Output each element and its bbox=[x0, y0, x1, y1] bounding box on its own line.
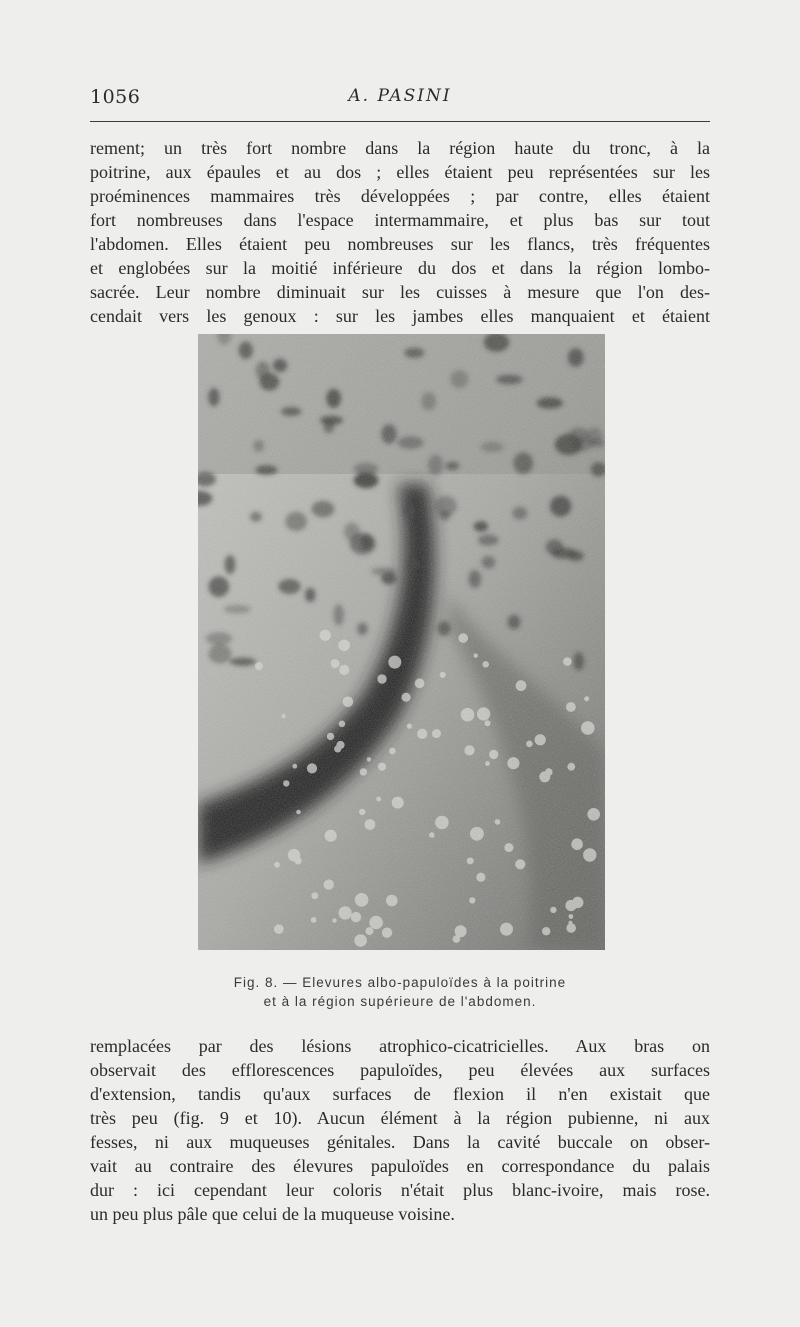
text-line: un peu plus pâle que celui de la muqueuse voisine. bbox=[90, 1204, 455, 1224]
header-rule bbox=[90, 121, 710, 122]
text-line: rement; un très fort nombre dans la région haute du tronc, à la bbox=[90, 138, 710, 158]
page-number: 1056 bbox=[90, 86, 141, 108]
caption-line: et à la région supérieure de l'abdomen. bbox=[263, 994, 537, 1009]
text-line: dur : ici cependant leur coloris n'était plus blanc-ivoire, mais rose. bbox=[90, 1180, 710, 1200]
text-line: cendait vers les genoux : sur les jambes elles manquaient et étaient bbox=[90, 306, 710, 326]
text-line: d'extension, tandis qu'aux surfaces de flexion il n'en existait que bbox=[90, 1084, 710, 1104]
paragraph-top bbox=[90, 136, 710, 328]
skin-lesions-photo bbox=[198, 334, 605, 950]
running-head bbox=[90, 86, 710, 112]
text-line: remplacées par des lésions atrophico-cicatricielles. Aux bras on bbox=[90, 1036, 710, 1056]
text-line: fesses, ni aux muqueuses génitales. Dans la cavité buccale on obser- bbox=[90, 1132, 710, 1152]
running-title: A. PASINI bbox=[348, 86, 452, 106]
text-line: observait des efflorescences papuloïdes, peu élevées aux surfaces bbox=[90, 1060, 710, 1080]
text-line: poitrine, aux épaules et au dos ; elles étaient peu représentées sur les bbox=[90, 162, 710, 182]
text-line: proéminences mammaires très développées ; par contre, elles étaient bbox=[90, 186, 710, 206]
clinical-photograph bbox=[198, 334, 605, 950]
text-line: fort nombreuses dans l'espace intermammaire, et plus bas sur tout bbox=[90, 210, 710, 230]
text-line: sacrée. Leur nombre diminuait sur les cuisses à mesure que l'on des- bbox=[90, 282, 710, 302]
text-line: vait au contraire des élevures papuloïdes en correspondance du palais bbox=[90, 1156, 710, 1176]
figure-caption bbox=[150, 973, 650, 1011]
text-line: et englobées sur la moitié inférieure du dos et dans la région lombo- bbox=[90, 258, 710, 278]
paragraph-bottom bbox=[90, 1034, 710, 1226]
text-line: très peu (fig. 9 et 10). Aucun élément à la région pubienne, ni aux bbox=[90, 1108, 710, 1128]
caption-line: Fig. 8. — Elevures albo-papuloïdes à la poitrine bbox=[233, 975, 567, 990]
text-line: l'abdomen. Elles étaient peu nombreuses sur les flancs, très fréquentes bbox=[90, 234, 710, 254]
